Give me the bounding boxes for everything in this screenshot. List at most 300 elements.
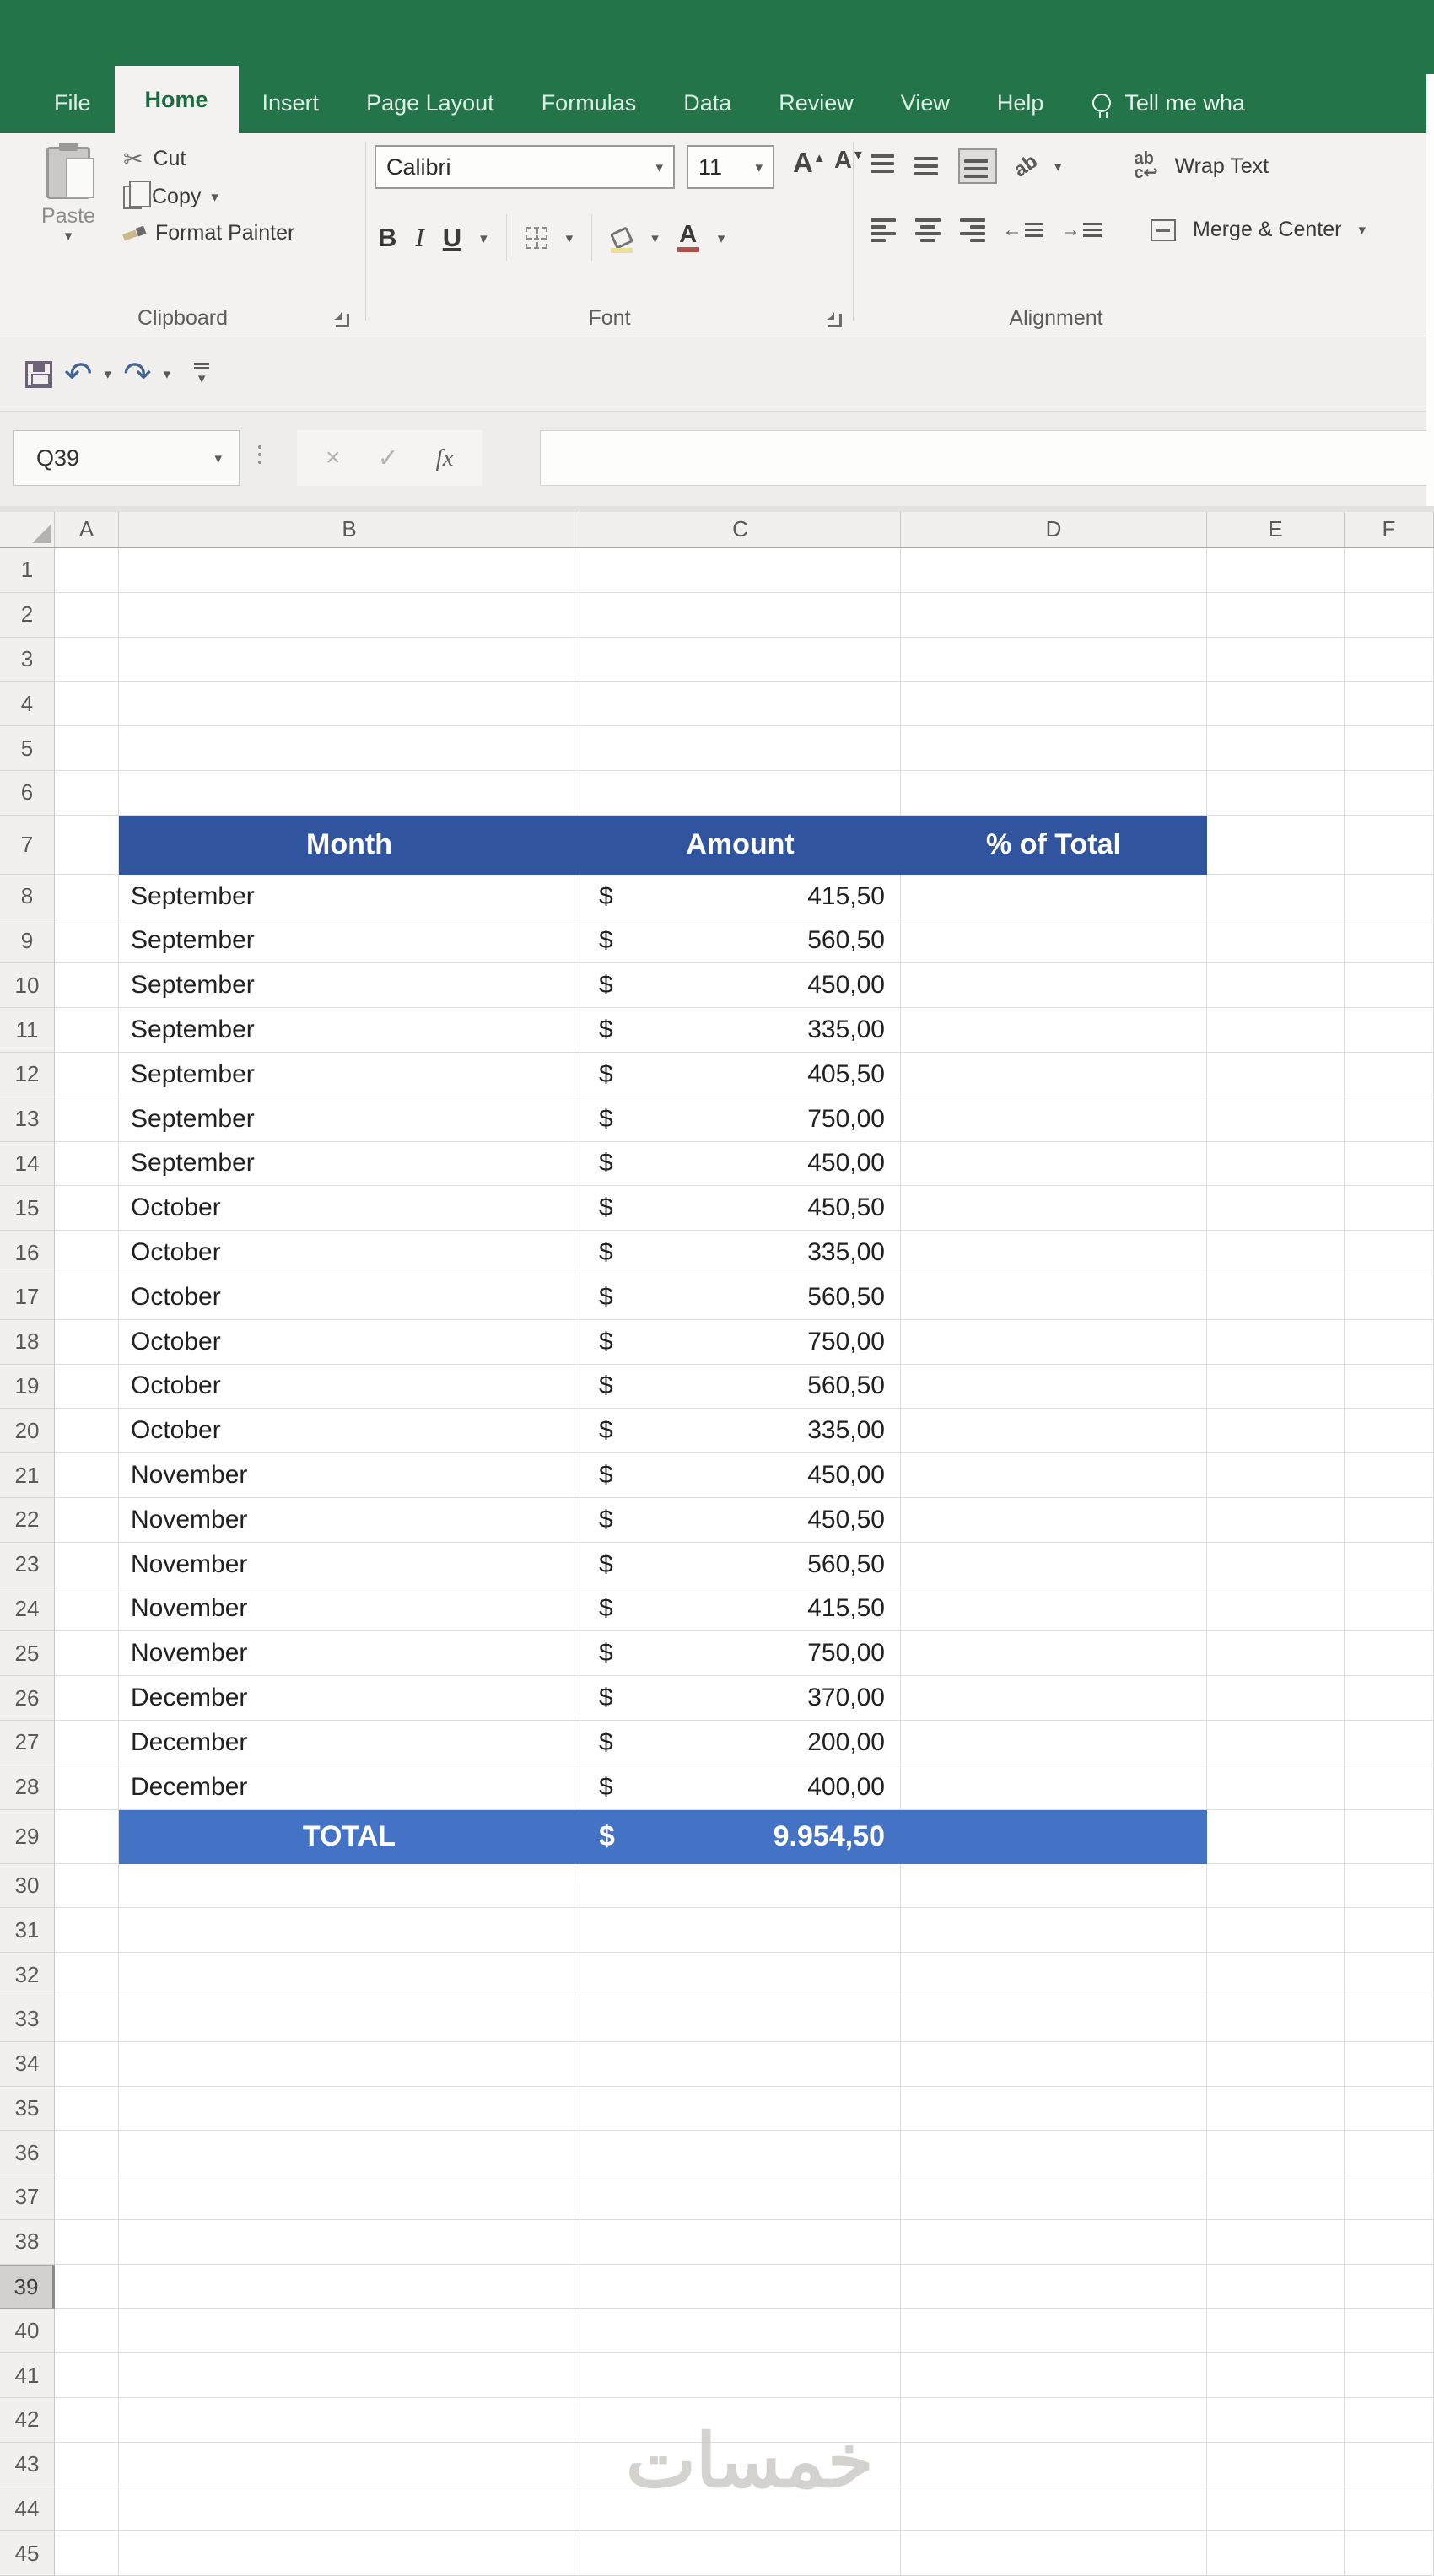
cell-F36[interactable] xyxy=(1345,2131,1434,2175)
cell-F1[interactable] xyxy=(1345,548,1434,593)
amount-cell-8[interactable] xyxy=(580,875,901,919)
cell-A2[interactable] xyxy=(55,593,119,638)
cell-A10[interactable] xyxy=(55,963,119,1008)
row-header-39[interactable]: 39 xyxy=(0,2265,55,2309)
undo-icon[interactable]: ↶ xyxy=(64,355,93,393)
table-header-month[interactable]: Month xyxy=(119,816,580,875)
cell-D33[interactable] xyxy=(901,1997,1207,2042)
cell-E12[interactable] xyxy=(1207,1053,1345,1097)
cell-A21[interactable] xyxy=(55,1453,119,1498)
cell-E41[interactable] xyxy=(1207,2353,1345,2398)
cell-A33[interactable] xyxy=(55,1997,119,2042)
row-header-40[interactable]: 40 xyxy=(0,2309,55,2353)
cell-F44[interactable] xyxy=(1345,2487,1434,2532)
amount-cell-21[interactable] xyxy=(580,1453,901,1498)
cell-C41[interactable] xyxy=(580,2353,901,2398)
underline-dropdown-icon[interactable]: ▾ xyxy=(480,229,488,246)
cell-B43[interactable] xyxy=(119,2443,580,2487)
amount-cell-17[interactable] xyxy=(580,1275,901,1320)
cell-B5[interactable] xyxy=(119,726,580,771)
insert-function-icon[interactable]: fx xyxy=(435,444,454,472)
cell-D17[interactable] xyxy=(901,1275,1207,1320)
cell-D18[interactable] xyxy=(901,1320,1207,1365)
cell-E10[interactable] xyxy=(1207,963,1345,1008)
cancel-icon[interactable]: × xyxy=(326,444,341,472)
row-header-8[interactable]: 8 xyxy=(0,875,55,919)
merge-center-label[interactable]: Merge & Center xyxy=(1193,218,1342,241)
cell-F37[interactable] xyxy=(1345,2175,1434,2220)
amount-cell-23[interactable] xyxy=(580,1543,901,1587)
cell-D11[interactable] xyxy=(901,1008,1207,1053)
align-bottom-button-selected[interactable] xyxy=(958,148,997,184)
amount-cell-19[interactable] xyxy=(580,1365,901,1409)
cell-F8[interactable] xyxy=(1345,875,1434,919)
cell-B36[interactable] xyxy=(119,2131,580,2175)
total-label-cell[interactable]: TOTAL xyxy=(119,1810,580,1864)
row-header-12[interactable]: 12 xyxy=(0,1053,55,1097)
cell-B32[interactable] xyxy=(119,1953,580,1997)
amount-cell-20[interactable] xyxy=(580,1409,901,1453)
cell-C37[interactable] xyxy=(580,2175,901,2220)
cell-A36[interactable] xyxy=(55,2131,119,2175)
tab-formulas[interactable]: Formulas xyxy=(541,89,637,116)
cell-A29[interactable] xyxy=(55,1810,119,1864)
cell-F16[interactable] xyxy=(1345,1231,1434,1275)
amount-cell-16[interactable] xyxy=(580,1231,901,1275)
cell-A30[interactable] xyxy=(55,1864,119,1909)
row-header-37[interactable]: 37 xyxy=(0,2175,55,2220)
cell-F26[interactable] xyxy=(1345,1676,1434,1721)
row-header-32[interactable]: 32 xyxy=(0,1953,55,1997)
cell-A6[interactable] xyxy=(55,771,119,816)
cell-E39[interactable] xyxy=(1207,2265,1345,2309)
amount-cell-18[interactable] xyxy=(580,1320,901,1365)
cell-F11[interactable] xyxy=(1345,1008,1434,1053)
font-name-combobox[interactable] xyxy=(375,145,675,189)
tab-page-layout[interactable]: Page Layout xyxy=(366,89,494,116)
column-header-D[interactable]: D xyxy=(901,512,1207,547)
cell-D6[interactable] xyxy=(901,771,1207,816)
cell-A41[interactable] xyxy=(55,2353,119,2398)
cell-F24[interactable] xyxy=(1345,1587,1434,1632)
row-header-33[interactable]: 33 xyxy=(0,1997,55,2042)
cell-B3[interactable] xyxy=(119,638,580,682)
cell-B34[interactable] xyxy=(119,2042,580,2087)
cell-A37[interactable] xyxy=(55,2175,119,2220)
row-header-36[interactable]: 36 xyxy=(0,2131,55,2175)
tab-file[interactable]: File xyxy=(54,89,91,116)
cell-B33[interactable] xyxy=(119,1997,580,2042)
copy-dropdown-icon[interactable]: ▾ xyxy=(211,189,218,205)
cell-F27[interactable] xyxy=(1345,1721,1434,1765)
cell-D45[interactable] xyxy=(901,2531,1207,2576)
row-header-44[interactable]: 44 xyxy=(0,2487,55,2532)
cell-F19[interactable] xyxy=(1345,1365,1434,1409)
cell-F39[interactable] xyxy=(1345,2265,1434,2309)
cell-B30[interactable] xyxy=(119,1864,580,1909)
cell-A12[interactable] xyxy=(55,1053,119,1097)
month-cell-10[interactable]: September xyxy=(119,963,580,1008)
cell-B1[interactable] xyxy=(119,548,580,593)
row-header-22[interactable]: 22 xyxy=(0,1498,55,1543)
undo-dropdown-icon[interactable]: ▾ xyxy=(104,366,112,382)
cell-A23[interactable] xyxy=(55,1543,119,1587)
cell-D12[interactable] xyxy=(901,1053,1207,1097)
cell-F15[interactable] xyxy=(1345,1186,1434,1231)
cell-A1[interactable] xyxy=(55,548,119,593)
cell-C5[interactable] xyxy=(580,726,901,771)
cell-C4[interactable] xyxy=(580,682,901,726)
row-header-42[interactable]: 42 xyxy=(0,2398,55,2443)
cell-D44[interactable] xyxy=(901,2487,1207,2532)
cell-E7[interactable] xyxy=(1207,816,1345,875)
month-cell-23[interactable]: November xyxy=(119,1543,580,1587)
borders-icon[interactable] xyxy=(526,227,547,249)
cell-E32[interactable] xyxy=(1207,1953,1345,1997)
row-header-18[interactable]: 18 xyxy=(0,1320,55,1365)
cell-D32[interactable] xyxy=(901,1953,1207,1997)
column-header-E[interactable]: E xyxy=(1207,512,1345,547)
month-cell-11[interactable]: September xyxy=(119,1008,580,1053)
month-cell-21[interactable]: November xyxy=(119,1453,580,1498)
amount-cell-10[interactable] xyxy=(580,963,901,1008)
cell-E16[interactable] xyxy=(1207,1231,1345,1275)
cell-A40[interactable] xyxy=(55,2309,119,2353)
month-cell-16[interactable]: October xyxy=(119,1231,580,1275)
wrap-text-label[interactable]: Wrap Text xyxy=(1174,154,1270,178)
font-dialog-launcher-icon[interactable] xyxy=(828,314,842,327)
cell-B44[interactable] xyxy=(119,2487,580,2532)
increase-font-size-button[interactable]: A▲ xyxy=(793,147,826,178)
cell-D37[interactable] xyxy=(901,2175,1207,2220)
cell-E28[interactable] xyxy=(1207,1765,1345,1810)
cell-D41[interactable] xyxy=(901,2353,1207,2398)
cell-E27[interactable] xyxy=(1207,1721,1345,1765)
cell-F20[interactable] xyxy=(1345,1409,1434,1453)
cell-F40[interactable] xyxy=(1345,2309,1434,2353)
cell-D2[interactable] xyxy=(901,593,1207,638)
row-header-5[interactable]: 5 xyxy=(0,726,55,771)
cell-A20[interactable] xyxy=(55,1409,119,1453)
cell-A16[interactable] xyxy=(55,1231,119,1275)
cell-A7[interactable] xyxy=(55,816,119,875)
cell-B4[interactable] xyxy=(119,682,580,726)
cell-F23[interactable] xyxy=(1345,1543,1434,1587)
amount-cell-11[interactable] xyxy=(580,1008,901,1053)
cell-B6[interactable] xyxy=(119,771,580,816)
redo-icon[interactable]: ↷ xyxy=(123,355,152,393)
cell-E31[interactable] xyxy=(1207,1908,1345,1953)
row-header-24[interactable]: 24 xyxy=(0,1587,55,1632)
paste-dropdown-icon[interactable]: ▾ xyxy=(64,228,73,244)
cell-F10[interactable] xyxy=(1345,963,1434,1008)
cell-D9[interactable] xyxy=(901,919,1207,964)
cell-A45[interactable] xyxy=(55,2531,119,2576)
decrease-font-size-button[interactable]: A▼ xyxy=(834,147,865,174)
cell-A18[interactable] xyxy=(55,1320,119,1365)
cell-D5[interactable] xyxy=(901,726,1207,771)
cell-A26[interactable] xyxy=(55,1676,119,1721)
cell-B42[interactable] xyxy=(119,2398,580,2443)
cell-A24[interactable] xyxy=(55,1587,119,1632)
fill-color-dropdown-icon[interactable]: ▾ xyxy=(651,229,659,246)
row-header-30[interactable]: 30 xyxy=(0,1864,55,1909)
cell-E40[interactable] xyxy=(1207,2309,1345,2353)
row-header-34[interactable]: 34 xyxy=(0,2042,55,2087)
row-header-19[interactable]: 19 xyxy=(0,1365,55,1409)
column-header-A[interactable]: A xyxy=(55,512,119,547)
orientation-icon[interactable]: ab xyxy=(1009,149,1042,182)
amount-cell-12[interactable] xyxy=(580,1053,901,1097)
cell-E13[interactable] xyxy=(1207,1097,1345,1142)
name-box-dropdown-icon[interactable]: ▾ xyxy=(214,450,222,466)
amount-cell-25[interactable] xyxy=(580,1631,901,1676)
month-cell-12[interactable]: September xyxy=(119,1053,580,1097)
row-header-9[interactable]: 9 xyxy=(0,919,55,964)
cell-D30[interactable] xyxy=(901,1864,1207,1909)
cell-D24[interactable] xyxy=(901,1587,1207,1632)
cell-C6[interactable] xyxy=(580,771,901,816)
cell-D39[interactable] xyxy=(901,2265,1207,2309)
cell-B31[interactable] xyxy=(119,1908,580,1953)
month-cell-19[interactable]: October xyxy=(119,1365,580,1409)
cell-F14[interactable] xyxy=(1345,1142,1434,1187)
amount-cell-22[interactable] xyxy=(580,1498,901,1543)
tab-insert[interactable]: Insert xyxy=(261,89,320,116)
paste-button[interactable] xyxy=(22,147,115,243)
cell-C31[interactable] xyxy=(580,1908,901,1953)
cell-D35[interactable] xyxy=(901,2087,1207,2131)
row-header-2[interactable]: 2 xyxy=(0,593,55,638)
cell-F17[interactable] xyxy=(1345,1275,1434,1320)
row-header-26[interactable]: 26 xyxy=(0,1676,55,1721)
borders-dropdown-icon[interactable]: ▾ xyxy=(565,229,574,246)
cell-D16[interactable] xyxy=(901,1231,1207,1275)
cell-D8[interactable] xyxy=(901,875,1207,919)
cell-D38[interactable] xyxy=(901,2220,1207,2265)
font-color-button[interactable]: A xyxy=(677,224,699,252)
amount-cell-15[interactable] xyxy=(580,1186,901,1231)
cell-C35[interactable] xyxy=(580,2087,901,2131)
row-header-21[interactable]: 21 xyxy=(0,1453,55,1498)
bold-button[interactable]: B xyxy=(378,223,397,252)
month-cell-28[interactable]: December xyxy=(119,1765,580,1810)
cell-F30[interactable] xyxy=(1345,1864,1434,1909)
cell-C34[interactable] xyxy=(580,2042,901,2087)
month-cell-18[interactable]: October xyxy=(119,1320,580,1365)
cell-D42[interactable] xyxy=(901,2398,1207,2443)
amount-cell-26[interactable] xyxy=(580,1676,901,1721)
cell-E6[interactable] xyxy=(1207,771,1345,816)
cell-B40[interactable] xyxy=(119,2309,580,2353)
select-all-corner[interactable] xyxy=(0,512,55,547)
name-box[interactable] xyxy=(13,430,240,486)
cell-C33[interactable] xyxy=(580,1997,901,2042)
cell-E22[interactable] xyxy=(1207,1498,1345,1543)
amount-cell-13[interactable] xyxy=(580,1097,901,1142)
italic-button[interactable]: I xyxy=(415,223,424,252)
row-header-10[interactable]: 10 xyxy=(0,963,55,1008)
cell-D19[interactable] xyxy=(901,1365,1207,1409)
cell-F4[interactable] xyxy=(1345,682,1434,726)
row-header-11[interactable]: 11 xyxy=(0,1008,55,1053)
cell-E5[interactable] xyxy=(1207,726,1345,771)
format-painter-button[interactable] xyxy=(123,221,294,245)
cell-E9[interactable] xyxy=(1207,919,1345,964)
cell-F34[interactable] xyxy=(1345,2042,1434,2087)
row-header-23[interactable]: 23 xyxy=(0,1543,55,1587)
font-size-dropdown-icon[interactable]: ▾ xyxy=(755,159,763,175)
align-top-button[interactable] xyxy=(871,154,898,178)
row-header-35[interactable]: 35 xyxy=(0,2087,55,2131)
cell-F28[interactable] xyxy=(1345,1765,1434,1810)
cell-F29[interactable] xyxy=(1345,1810,1434,1864)
cell-D3[interactable] xyxy=(901,638,1207,682)
cell-C1[interactable] xyxy=(580,548,901,593)
cell-F3[interactable] xyxy=(1345,638,1434,682)
cell-D4[interactable] xyxy=(901,682,1207,726)
row-header-27[interactable]: 27 xyxy=(0,1721,55,1765)
cell-B45[interactable] xyxy=(119,2531,580,2576)
total-amount-cell[interactable] xyxy=(580,1810,901,1864)
cell-A44[interactable] xyxy=(55,2487,119,2532)
cell-F32[interactable] xyxy=(1345,1953,1434,1997)
row-header-3[interactable]: 3 xyxy=(0,638,55,682)
column-header-C[interactable]: C xyxy=(580,512,901,547)
cell-D23[interactable] xyxy=(901,1543,1207,1587)
column-header-F[interactable]: F xyxy=(1345,512,1434,547)
cell-E1[interactable] xyxy=(1207,548,1345,593)
cell-E19[interactable] xyxy=(1207,1365,1345,1409)
cell-A43[interactable] xyxy=(55,2443,119,2487)
cell-C36[interactable] xyxy=(580,2131,901,2175)
cell-E30[interactable] xyxy=(1207,1864,1345,1909)
orientation-dropdown-icon[interactable]: ▾ xyxy=(1054,158,1062,175)
cell-A19[interactable] xyxy=(55,1365,119,1409)
fill-color-icon[interactable] xyxy=(611,228,633,248)
month-cell-27[interactable]: December xyxy=(119,1721,580,1765)
amount-cell-28[interactable] xyxy=(580,1765,901,1810)
row-header-13[interactable]: 13 xyxy=(0,1097,55,1142)
cell-E2[interactable] xyxy=(1207,593,1345,638)
cell-A9[interactable] xyxy=(55,919,119,964)
align-right-button[interactable] xyxy=(958,218,985,242)
cell-E26[interactable] xyxy=(1207,1676,1345,1721)
row-header-1[interactable]: 1 xyxy=(0,548,55,593)
align-left-button[interactable] xyxy=(871,218,898,242)
align-middle-button[interactable] xyxy=(914,154,941,178)
column-header-B[interactable]: B xyxy=(119,512,580,547)
cell-A13[interactable] xyxy=(55,1097,119,1142)
month-cell-25[interactable]: November xyxy=(119,1631,580,1676)
cell-A35[interactable] xyxy=(55,2087,119,2131)
cut-button[interactable] xyxy=(123,145,294,173)
row-header-16[interactable]: 16 xyxy=(0,1231,55,1275)
cell-D26[interactable] xyxy=(901,1676,1207,1721)
cell-E29[interactable] xyxy=(1207,1810,1345,1864)
tell-me-area[interactable] xyxy=(1092,73,1245,133)
align-center-button[interactable] xyxy=(914,218,941,242)
cell-F25[interactable] xyxy=(1345,1631,1434,1676)
cell-C32[interactable] xyxy=(580,1953,901,1997)
cell-D15[interactable] xyxy=(901,1186,1207,1231)
amount-cell-27[interactable] xyxy=(580,1721,901,1765)
cell-E43[interactable] xyxy=(1207,2443,1345,2487)
cell-B41[interactable] xyxy=(119,2353,580,2398)
cell-E24[interactable] xyxy=(1207,1587,1345,1632)
month-cell-8[interactable]: September xyxy=(119,875,580,919)
month-cell-14[interactable]: September xyxy=(119,1142,580,1187)
row-header-45[interactable]: 45 xyxy=(0,2531,55,2576)
cell-E15[interactable] xyxy=(1207,1186,1345,1231)
total-pct-cell[interactable] xyxy=(901,1810,1207,1864)
underline-button[interactable]: U xyxy=(442,223,462,252)
redo-dropdown-icon[interactable]: ▾ xyxy=(163,366,171,382)
cell-C38[interactable] xyxy=(580,2220,901,2265)
cell-A3[interactable] xyxy=(55,638,119,682)
month-cell-22[interactable]: November xyxy=(119,1498,580,1543)
cell-D34[interactable] xyxy=(901,2042,1207,2087)
cell-D28[interactable] xyxy=(901,1765,1207,1810)
cell-E36[interactable] xyxy=(1207,2131,1345,2175)
month-cell-17[interactable]: October xyxy=(119,1275,580,1320)
cell-A11[interactable] xyxy=(55,1008,119,1053)
merge-center-dropdown-icon[interactable]: ▾ xyxy=(1358,222,1367,238)
cell-A27[interactable] xyxy=(55,1721,119,1765)
cell-C2[interactable] xyxy=(580,593,901,638)
tab-help[interactable]: Help xyxy=(996,89,1044,116)
cell-E8[interactable] xyxy=(1207,875,1345,919)
cell-E42[interactable] xyxy=(1207,2398,1345,2443)
cell-A34[interactable] xyxy=(55,2042,119,2087)
font-size-combobox[interactable] xyxy=(687,145,774,189)
cell-E45[interactable] xyxy=(1207,2531,1345,2576)
decrease-indent-button[interactable]: ← xyxy=(1002,218,1043,242)
clipboard-dialog-launcher-icon[interactable] xyxy=(336,314,349,327)
cell-A28[interactable] xyxy=(55,1765,119,1810)
cell-D25[interactable] xyxy=(901,1631,1207,1676)
cell-F41[interactable] xyxy=(1345,2353,1434,2398)
tab-view[interactable]: View xyxy=(900,89,950,116)
amount-cell-14[interactable] xyxy=(580,1142,901,1187)
cell-A17[interactable] xyxy=(55,1275,119,1320)
row-header-4[interactable]: 4 xyxy=(0,682,55,726)
cell-C3[interactable] xyxy=(580,638,901,682)
cell-D21[interactable] xyxy=(901,1453,1207,1498)
tab-data[interactable]: Data xyxy=(683,89,732,116)
cell-A32[interactable] xyxy=(55,1953,119,1997)
cell-F43[interactable] xyxy=(1345,2443,1434,2487)
cell-B39[interactable] xyxy=(119,2265,580,2309)
row-header-28[interactable]: 28 xyxy=(0,1765,55,1810)
cell-E37[interactable] xyxy=(1207,2175,1345,2220)
cell-C40[interactable] xyxy=(580,2309,901,2353)
month-cell-24[interactable]: November xyxy=(119,1587,580,1632)
month-cell-15[interactable]: October xyxy=(119,1186,580,1231)
row-header-14[interactable]: 14 xyxy=(0,1142,55,1187)
cell-B38[interactable] xyxy=(119,2220,580,2265)
month-cell-13[interactable]: September xyxy=(119,1097,580,1142)
cell-A5[interactable] xyxy=(55,726,119,771)
amount-cell-9[interactable] xyxy=(580,919,901,964)
enter-icon[interactable]: ✓ xyxy=(377,444,399,472)
font-name-dropdown-icon[interactable]: ▾ xyxy=(655,159,663,175)
cell-C30[interactable] xyxy=(580,1864,901,1909)
cell-A38[interactable] xyxy=(55,2220,119,2265)
cell-F5[interactable] xyxy=(1345,726,1434,771)
row-header-41[interactable]: 41 xyxy=(0,2353,55,2398)
cell-A42[interactable] xyxy=(55,2398,119,2443)
